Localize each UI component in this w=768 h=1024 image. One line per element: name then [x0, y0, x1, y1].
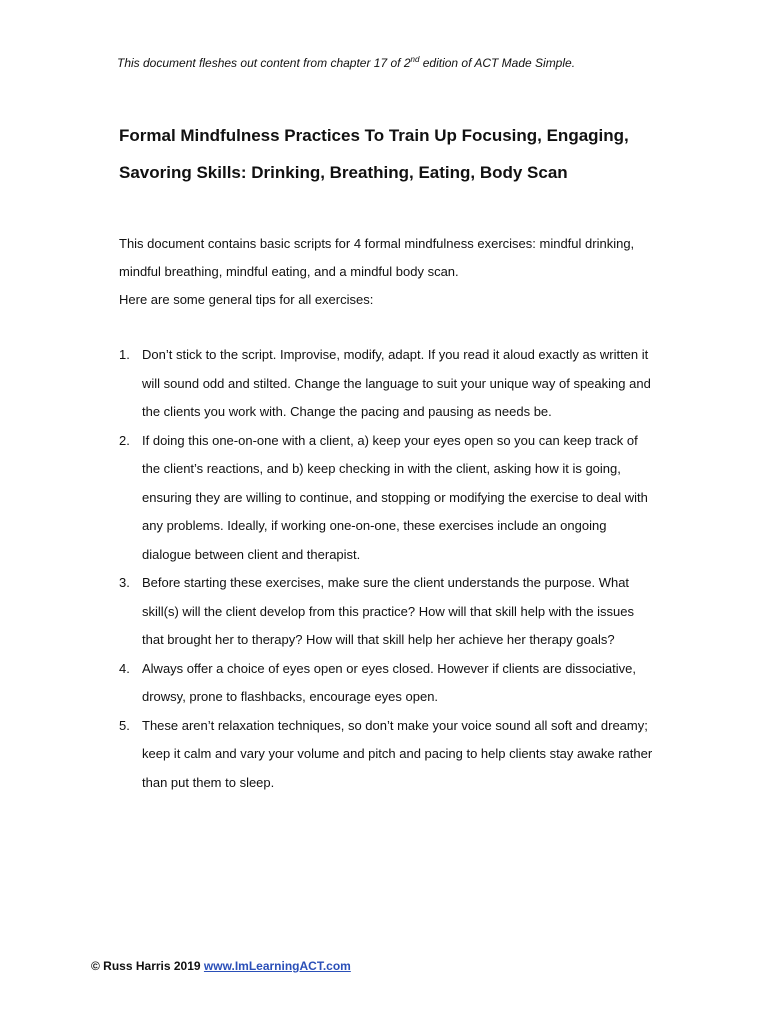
footer-website-link[interactable]: www.ImLearningACT.com	[203, 959, 351, 973]
list-item-number: 3.	[119, 575, 130, 590]
list-item-text: Don’t stick to the script. Improvise, modify, adapt. If you read it aloud exactly as written it will sound odd and stilted. Change the language to suit your unique way of speaking and the clients you work with. Change the pacing and pausing as needs be.	[142, 347, 651, 419]
list-item-text: These aren’t relaxation techniques, so don’t make your voice sound all soft and dreamy; keep it calm and vary your volume and pitch and pacing to help clients stay awake rather than put them to sleep.	[142, 717, 653, 790]
intro-note-text: This document fleshes out content from chapter 17 of 2	[117, 56, 411, 70]
tips-heading: Here are some general tips for all exercises:	[119, 292, 374, 307]
intro-note-superscript: nd	[410, 55, 420, 64]
list-item-number: 5.	[119, 717, 130, 733]
list-item-text: If doing this one-on-one with a client, a) keep your eyes open so you can keep track of the client’s reactions, and b) keep checking in with the client, asking how it is going, ensuring they are willing to continue, and stopping or modifying the exercise to deal with any problems. Ideally, if working one-on-one, these exercises include an ongoing dialogue between client and therapist.	[142, 432, 648, 562]
list-item	[119, 341, 659, 427]
intro-paragraph: This document contains basic scripts for 4 formal mindfulness exercises: mindful drinking, mindful breathing, mindful eating, and a mindful body scan.	[119, 236, 635, 279]
footer-copyright: © Russ Harris 2019	[91, 959, 201, 973]
list-item-text: Before starting these exercises, make sure the client understands the purpose. What skill(s) will the client develop from this practice? How will that skill help with the issues that brought her to therapy? How will that skill help her achieve her therapy goals?	[142, 575, 635, 647]
list-item	[119, 712, 659, 798]
list-item-text: Always offer a choice of eyes open or eyes closed. However if clients are dissociative, drowsy, prone to flashbacks, encourage eyes open.	[142, 660, 636, 704]
intro-note-text-end: edition of ACT Made Simple.	[419, 56, 576, 70]
list-item-number: 4.	[119, 660, 130, 676]
intro-note	[117, 55, 575, 71]
list-item	[119, 655, 659, 712]
footer	[91, 958, 351, 974]
document-title: Formal Mindfulness Practices To Train Up Focusing, Engaging, Savoring Skills: Drinking, Breathing, Eating, Body Scan	[119, 126, 629, 182]
list-item	[119, 569, 659, 655]
list-item	[119, 427, 659, 570]
list-item-number: 1.	[119, 347, 130, 362]
intro-section	[119, 230, 659, 314]
tips-list	[119, 341, 659, 797]
list-item-number: 2.	[119, 432, 130, 448]
